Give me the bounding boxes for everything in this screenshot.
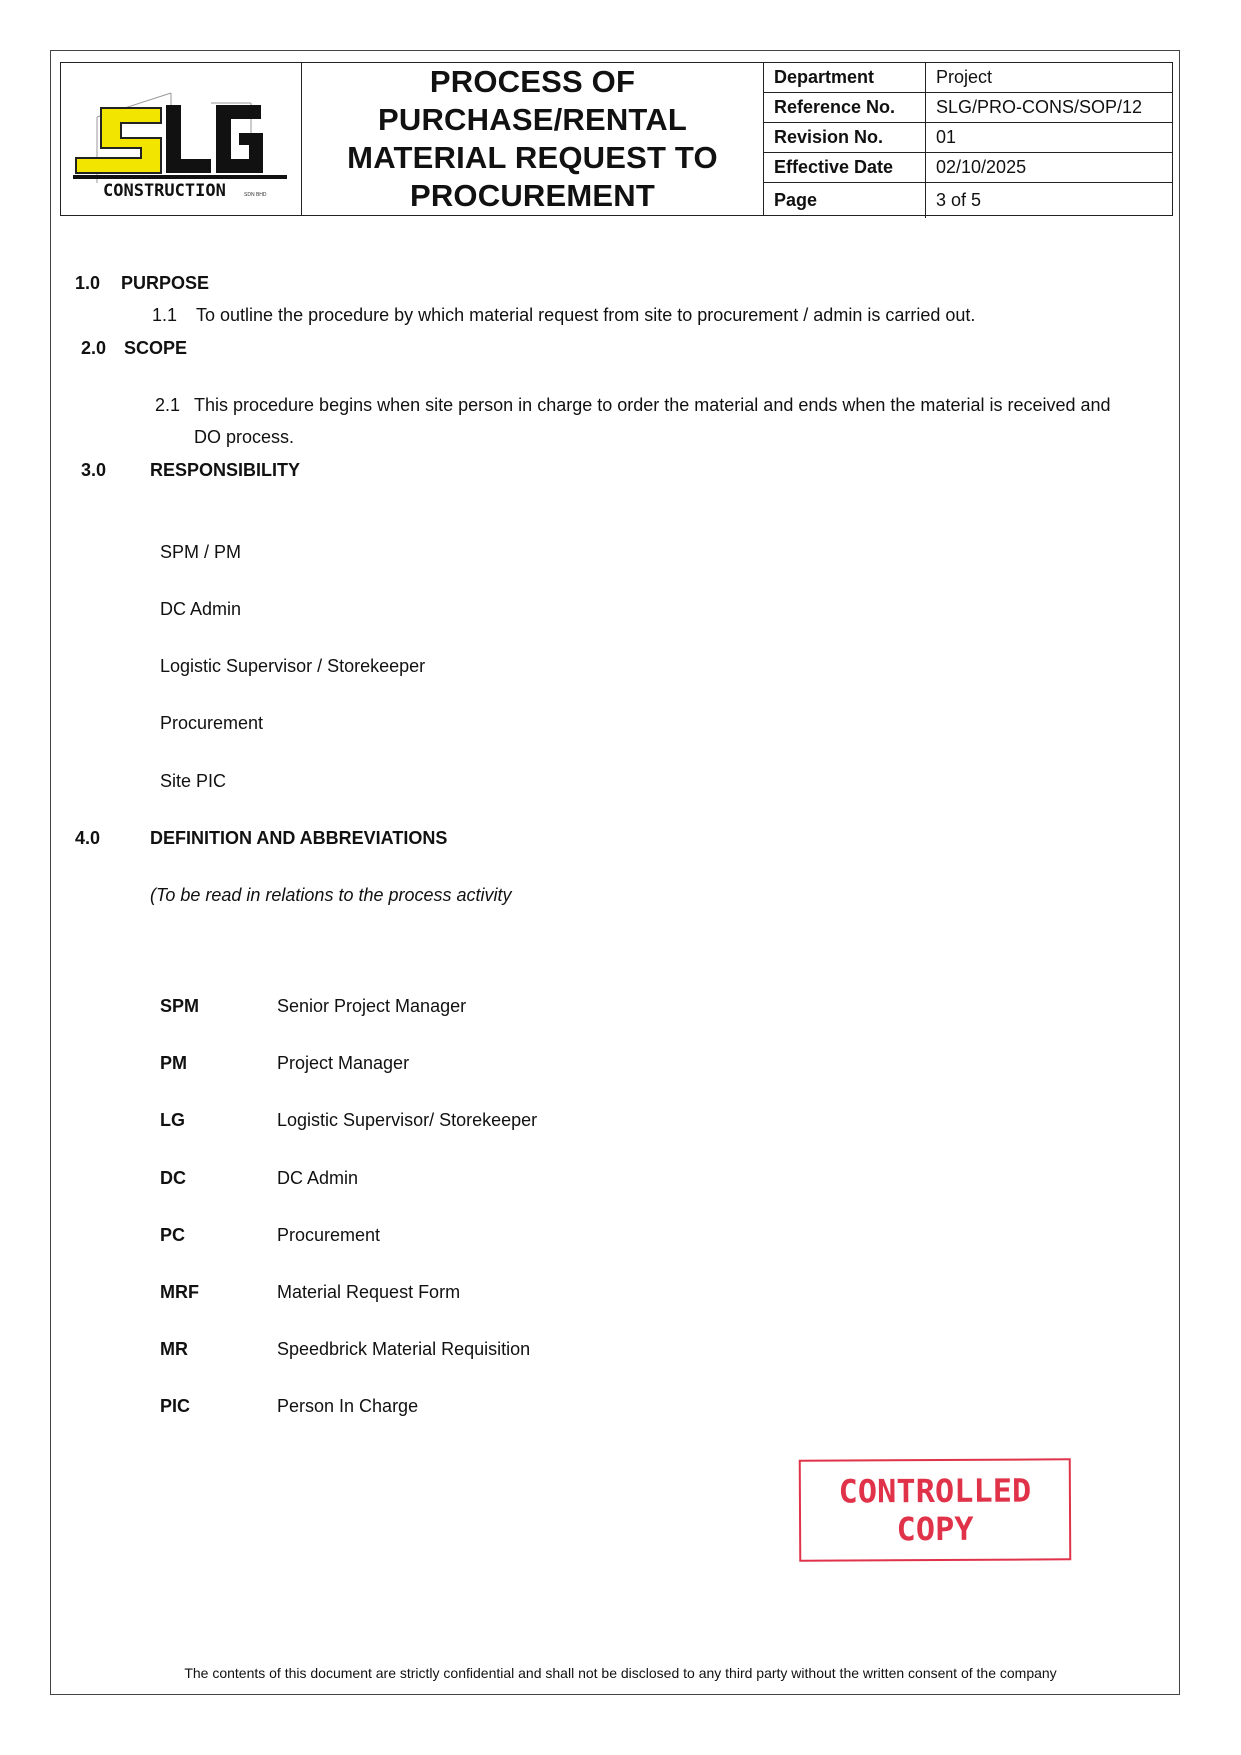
meta-label: Reference No.	[764, 93, 926, 123]
meta-label: Revision No.	[764, 123, 926, 153]
abbreviation: PIC	[160, 1396, 191, 1416]
abbreviation: PM	[160, 1053, 187, 1073]
purpose-text: To outline the procedure by which material request from site to procurement / admin is carried out.	[196, 305, 976, 325]
meta-row	[764, 63, 1172, 93]
logo-construction-text: CONSTRUCTION	[103, 181, 226, 201]
abbreviation-meaning: Logistic Supervisor/ Storekeeper	[277, 1110, 538, 1130]
meta-row	[764, 153, 1172, 183]
responsibility-item: Procurement	[160, 713, 264, 733]
document-meta-table	[764, 63, 1172, 218]
section-number: 4.0	[75, 828, 101, 848]
section-heading-purpose: PURPOSE	[121, 273, 210, 293]
scope-text-line2: DO process.	[194, 427, 295, 447]
meta-value: 02/10/2025	[926, 153, 1173, 183]
abbreviation: DC	[160, 1168, 186, 1188]
item-number: 2.1	[155, 395, 181, 415]
abbreviation-meaning: Project Manager	[277, 1053, 410, 1073]
document-title	[347, 63, 718, 215]
abbreviation: MR	[160, 1339, 188, 1359]
meta-value: SLG/PRO-CONS/SOP/12	[926, 93, 1173, 123]
abbreviation-meaning: DC Admin	[277, 1168, 359, 1188]
confidentiality-footer: The contents of this document are strictly confidential and shall not be disclosed to any third party without the written consent of the company	[184, 1665, 1057, 1681]
title-cell	[302, 63, 764, 215]
controlled-copy-stamp	[799, 1458, 1072, 1561]
meta-value: Project	[926, 63, 1173, 93]
abbreviation-meaning: Procurement	[277, 1225, 381, 1245]
stamp-line: CONTROLLED	[838, 1471, 1032, 1511]
meta-row	[764, 123, 1172, 153]
title-line: PROCUREMENT	[409, 178, 656, 213]
item-number: 1.1	[152, 305, 178, 325]
title-line: MATERIAL REQUEST TO	[347, 140, 718, 175]
abbreviation: LG	[160, 1110, 185, 1130]
company-logo	[61, 63, 302, 215]
responsibility-item: Site PIC	[160, 771, 227, 791]
abbreviation: PC	[160, 1225, 186, 1245]
meta-label: Effective Date	[764, 153, 926, 183]
abbreviation-meaning: Senior Project Manager	[277, 996, 467, 1016]
section-heading-scope: SCOPE	[124, 338, 188, 358]
abbreviation: SPM	[160, 996, 200, 1016]
section-heading-definitions: DEFINITION AND ABBREVIATIONS	[150, 828, 448, 848]
abbreviation-meaning: Person In Charge	[277, 1396, 419, 1416]
meta-value: 01	[926, 123, 1173, 153]
stamp-line: COPY	[896, 1509, 974, 1549]
slg-logo-graphic	[61, 63, 302, 214]
section-heading-responsibility: RESPONSIBILITY	[150, 460, 301, 480]
page-frame	[50, 50, 1180, 1695]
abbreviation-meaning: Speedbrick Material Requisition	[277, 1339, 531, 1359]
scope-text-line1: This procedure begins when site person in charge to order the material and ends when the material is received and	[194, 395, 1111, 415]
title-line: PROCESS OF	[429, 64, 636, 99]
meta-row	[764, 93, 1172, 123]
meta-value: 3 of 5	[936, 190, 982, 210]
section-number: 3.0	[81, 460, 107, 480]
logo-suffix-text: SDN BHD	[244, 192, 267, 198]
abbreviation: MRF	[160, 1282, 199, 1302]
title-line: PURCHASE/RENTAL	[378, 102, 687, 137]
document-header	[60, 62, 1173, 216]
meta-label: Page	[764, 183, 926, 219]
definitions-note: (To be read in relations to the process activity	[150, 885, 512, 905]
responsibility-item: Logistic Supervisor / Storekeeper	[160, 656, 426, 676]
meta-label: Department	[764, 63, 926, 93]
responsibility-item: DC Admin	[160, 599, 242, 619]
section-number: 2.0	[81, 338, 107, 358]
abbreviation-meaning: Material Request Form	[277, 1282, 461, 1302]
responsibility-item: SPM / PM	[160, 542, 242, 562]
section-number: 1.0	[75, 273, 101, 293]
meta-row	[764, 183, 1172, 219]
